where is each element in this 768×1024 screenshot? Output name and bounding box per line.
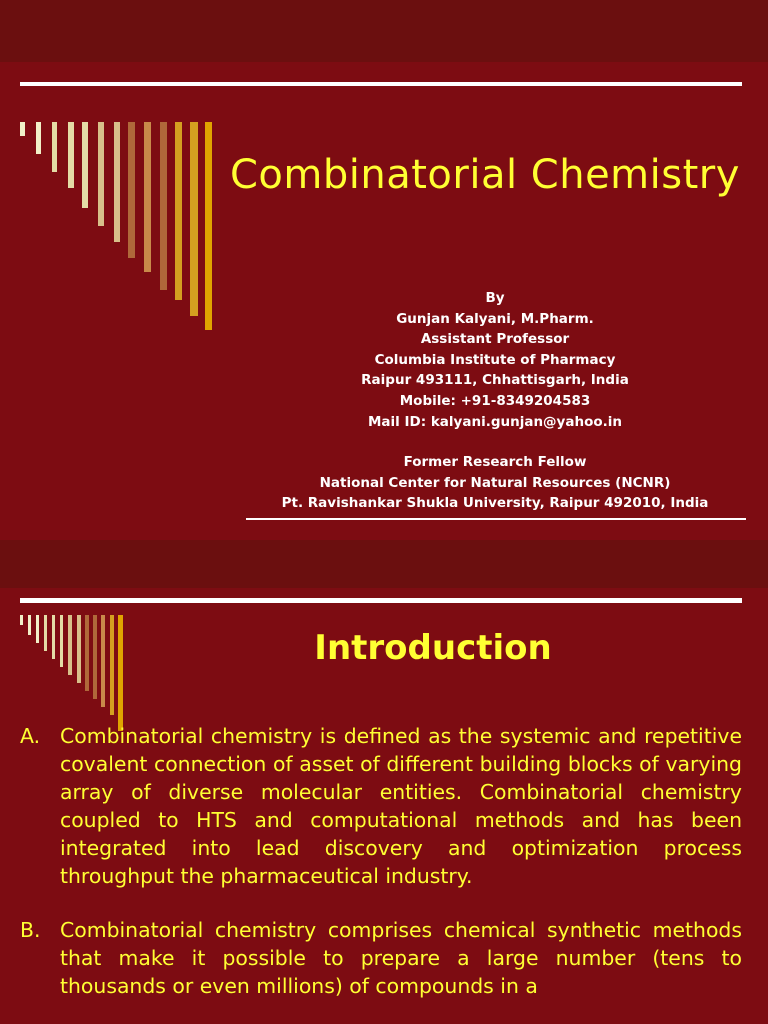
credit-line: By <box>485 290 505 306</box>
item-marker: B. <box>20 918 41 942</box>
item-marker: A. <box>20 724 41 748</box>
introduction-slide <box>0 588 768 1024</box>
credit-line: Gunjan Kalyani, M.Pharm. <box>396 310 594 327</box>
top-rule <box>20 82 742 86</box>
bullet-list <box>20 722 742 1024</box>
credit-line: Columbia Institute of Pharmacy <box>374 351 616 368</box>
credit-line: Raipur 493111, Chhattisgarh, India <box>361 372 629 389</box>
item-text: Combinatorial chemistry is defined as the systemic and repetitive covalent connection of asset of different building blocks of varying array of diverse molecular entities. Combinatorial chemistry coupled to HTS and computational methods and has been integrated into lead discovery and optimization process throughput the pharmaceutical industry. <box>60 724 742 888</box>
decorative-bar <box>68 122 74 188</box>
decorative-bar <box>98 122 104 226</box>
decorative-bar <box>144 122 151 272</box>
decorative-bar <box>160 122 167 290</box>
credit-line: National Center for Natural Resources (NCNR) <box>319 474 671 491</box>
top-rule <box>20 598 742 603</box>
decorative-bar <box>205 122 212 330</box>
decorative-bar <box>20 122 25 136</box>
decorative-bar <box>190 122 198 316</box>
slide-title: Introduction <box>314 628 552 668</box>
decorative-bar <box>175 122 182 300</box>
decorative-bar <box>114 122 120 242</box>
slide-title: Combinatorial Chemistry <box>230 152 740 198</box>
credit-line: Assistant Professor <box>420 331 570 348</box>
item-text: Combinatorial chemistry comprises chemical synthetic methods that make it possible to prepare a large number (tens to thousands or even millions) of compounds in a <box>60 918 742 998</box>
decorative-bar <box>82 122 88 208</box>
credit-line: Pt. Ravishankar Shukla University, Raipur 492010, India <box>281 495 709 512</box>
credit-line: Mobile: +91-8349204583 <box>399 392 591 409</box>
decorative-bar <box>128 122 135 258</box>
credit-line: Mail ID: kalyani.gunjan@yahoo.in <box>368 413 622 430</box>
decorative-bar <box>20 615 23 625</box>
decorative-bar <box>52 122 57 172</box>
list-item <box>20 722 742 890</box>
author-credits <box>245 288 745 514</box>
credit-line: Former Research Fellow <box>403 454 587 471</box>
title-slide <box>0 62 768 540</box>
decorative-bar <box>36 122 41 154</box>
bottom-rule <box>246 518 746 520</box>
list-item <box>20 916 742 1000</box>
